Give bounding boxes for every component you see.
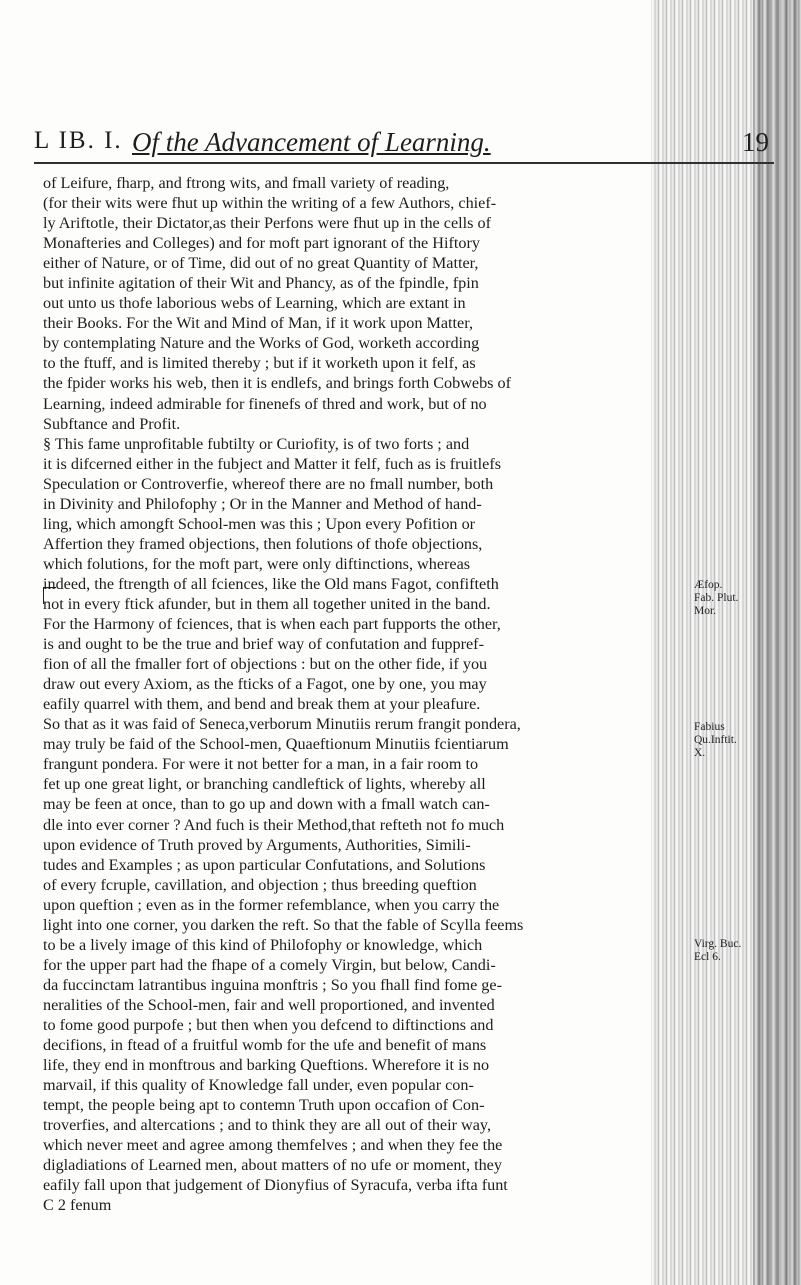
text-line-8: their Books. For the Wit and Mind of Man, if it work upon Matter, bbox=[43, 314, 474, 333]
text-line-18: ling, which amongft School-men was this ; Upon every Pofition or bbox=[43, 514, 476, 533]
text-line-50: digladiations of Learned men, about matters of no ufe or moment, they bbox=[43, 1156, 502, 1175]
text-line-11: the fpider works his web, then it is endlefs, and brings forth Cobwebs of bbox=[43, 374, 512, 393]
text-line-20: which folutions, for the moft part, were only diftinctions, whereas bbox=[43, 554, 471, 573]
text-line-25: fion of all the fmaller fort of objections : but on the other fide, if you bbox=[43, 655, 488, 674]
text-line-5: either of Nature, or of Time, did out of no great Quantity of Matter, bbox=[43, 254, 479, 273]
text-line-1: of Leifure, fharp, and ftrong wits, and fmall variety of reading, bbox=[43, 174, 450, 192]
text-line-2: (for their wits were fhut up within the writing of a few Authors, chief- bbox=[43, 194, 497, 213]
text-line-14: § This fame unprofitable fubtilty or Curiofity, is of two forts ; and bbox=[43, 434, 470, 453]
text-line-19: Affertion they framed objections, then folutions of thofe objections, bbox=[43, 534, 483, 553]
text-line-41: da fuccinctam latrantibus inguina monftris ; So you fhall find fome ge- bbox=[43, 975, 502, 994]
text-line-48: troverfies, and altercations ; and to think they are all out of their way, bbox=[43, 1116, 492, 1135]
text-line-16: Speculation or Controverfie, whereof there are no fmall number, both bbox=[43, 474, 494, 493]
text-line-42: neralities of the School-men, fair and well proportioned, and invented bbox=[43, 995, 495, 1014]
header-rule bbox=[34, 162, 774, 164]
text-line-7: out unto us thofe laborious webs of Learning, which are extant in bbox=[43, 294, 466, 313]
text-line-46: marvail, if this quality of Knowledge fall under, even popular con- bbox=[43, 1076, 474, 1095]
text-line-31: fet up one great light, or branching candleftick of lights, whereby all bbox=[43, 775, 486, 794]
margin-notes bbox=[694, 0, 766, 1285]
margin-note-aesop: Æfop. Fab. Plut. Mor. bbox=[694, 579, 739, 617]
text-line-3: ly Ariftotle, their Dictator,as their Perfons were fhut up in the cells of bbox=[43, 214, 491, 233]
text-line-36: of every fcruple, cavillation, and objection ; thus breeding queftion bbox=[43, 875, 477, 894]
running-title: Of the Advancement of Learning. bbox=[132, 127, 491, 157]
text-line-12: Learning, indeed admirable for finenefs of thred and work, but of no bbox=[43, 394, 487, 413]
text-line-52: C 2 fenum bbox=[43, 1196, 112, 1215]
text-line-22: not in every ftick afunder, but in them all together united in the band. bbox=[43, 594, 491, 613]
text-line-35: tudes and Examples ; as upon particular Confutations, and Solutions bbox=[43, 855, 486, 874]
text-line-38: light into one corner, you darken the reft. So that the fable of Scylla feems bbox=[43, 915, 524, 934]
text-line-34: upon evidence of Truth proved by Arguments, Authorities, Simili- bbox=[43, 835, 471, 854]
margin-note-virgil: Virg. Buc. Ecl 6. bbox=[694, 938, 742, 963]
text-line-43: to fome good purpofe ; but then when you defcend to diftinctions and bbox=[43, 1015, 494, 1034]
text-line-17: in Divinity and Philofophy ; Or in the Manner and Method of hand- bbox=[43, 494, 482, 513]
text-line-30: frangunt pondera. For were it not better for a man, in a fair room to bbox=[43, 755, 479, 774]
text-line-39: to be a lively image of this kind of Philofophy or knowledge, which bbox=[43, 935, 483, 954]
text-line-9: by contemplating Nature and the Works of God, worketh according bbox=[43, 334, 480, 353]
text-line-21: indeed, the ftrength of all fciences, like the Old mans Fagot, confifteth bbox=[43, 574, 499, 593]
text-line-28: So that as it was faid of Seneca,verborum Minutiis rerum frangit pondera, bbox=[43, 715, 521, 734]
text-line-40: for the upper part had the fhape of a comely Virgin, but below, Candi- bbox=[43, 955, 496, 974]
margin-note-fabius: Fabius Qu.Inftit. X. bbox=[694, 721, 737, 759]
text-line-45: life, they end in monftrous and barking Queftions. Wherefore it is no bbox=[43, 1056, 490, 1075]
text-line-32: may be feen at once, than to go up and down with a fmall watch can- bbox=[43, 795, 490, 814]
text-line-51: eafily fall upon that judgement of Dionyfius of Syracufa, verba ifta funt bbox=[43, 1176, 508, 1195]
text-line-4: Monafteries and Colleges) and for moft part ignorant of the Hiftory bbox=[43, 234, 480, 253]
text-line-6: but infinite agitation of their Wit and Phancy, as of the fpindle, fpin bbox=[43, 274, 479, 293]
text-line-10: to the ftuff, and is limited thereby ; but if it worketh upon it felf, as bbox=[43, 354, 476, 373]
running-header bbox=[34, 127, 774, 165]
text-line-37: upon queftion ; even as in the former refemblance, when you carry the bbox=[43, 895, 500, 914]
text-line-23: For the Harmony of fciences, that is when each part fupports the other, bbox=[43, 615, 501, 634]
text-line-33: dle into ever corner ? And fuch is their Method,that refteth not fo much bbox=[43, 815, 505, 834]
text-line-29: may truly be faid of the School-men, Quaeftionum Minutiis fcientiarum bbox=[43, 735, 509, 754]
text-line-27: eafily quarrel with them, and bend and break them at your pleafure. bbox=[43, 695, 481, 714]
page-text-body bbox=[43, 173, 693, 1215]
text-line-15: it is difcerned either in the fubject and Matter it felf, fuch as is fruitlefs bbox=[43, 454, 502, 473]
book-section-label: L IB. I. bbox=[34, 127, 123, 154]
text-line-49: which never meet and agree among themfelves ; and when they fee the bbox=[43, 1136, 503, 1155]
page-number: 19 bbox=[742, 127, 769, 157]
text-line-24: is and ought to be the true and brief way of confutation and fuppref- bbox=[43, 635, 484, 654]
text-line-13: Subftance and Profit. bbox=[43, 414, 181, 433]
text-line-26: draw out every Axiom, as the fticks of a Fagot, one by one, you may bbox=[43, 675, 487, 694]
text-line-47: tempt, the people being apt to contemn Truth upon occafion of Con- bbox=[43, 1096, 485, 1115]
text-line-44: decifions, in ftead of a fruitful womb for the ufe and benefit of mans bbox=[43, 1036, 487, 1055]
